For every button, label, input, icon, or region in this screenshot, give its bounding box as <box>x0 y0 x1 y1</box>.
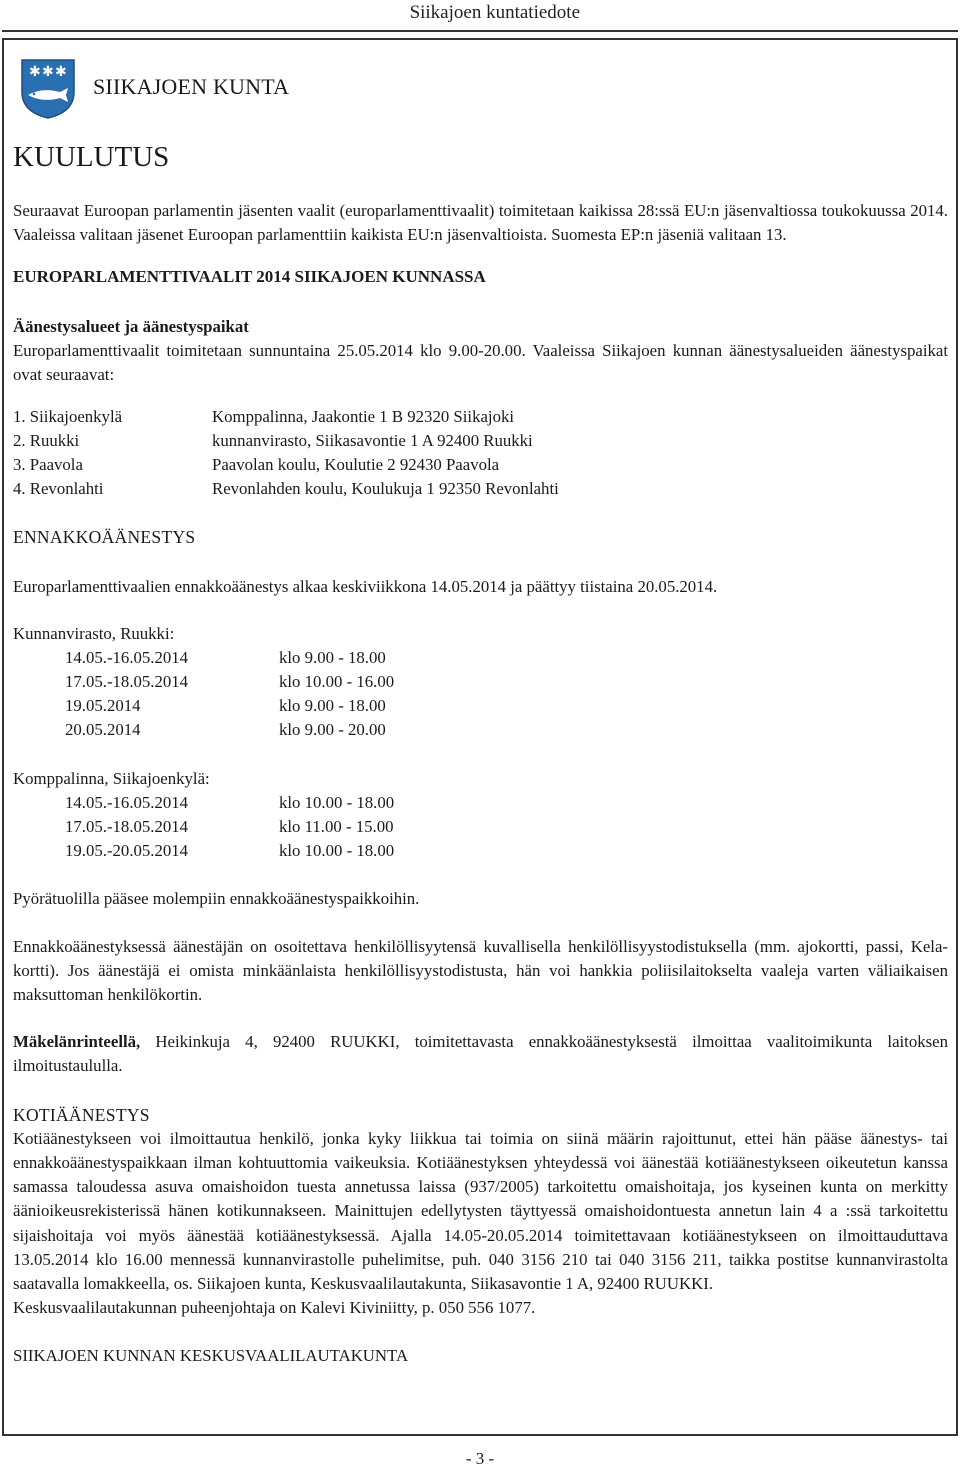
identification-paragraph: Ennakkoäänestyksessä äänestäjän on osoitettava henkilöllisyytensä kuvallisella henkilöllisyystodistuksella (mm. ajokortti, passi, Kela-kortti). Jos äänestäjä ei omista minkäänlaista henkilöllisyystodistusta, hän voi hankkia poliisilaitokselta vaaleja varten väliaikaisen maksuttoman henkilökortin. <box>13 936 948 1004</box>
list-item <box>13 477 948 501</box>
makelanrinne-paragraph <box>13 1030 948 1078</box>
office2-schedule <box>13 791 948 864</box>
schedule-time: klo 10.00 - 18.00 <box>279 792 395 812</box>
office2-label: Komppalinna, Siikajoenkylä: <box>13 768 210 788</box>
station-area: 2. Ruukki <box>13 431 80 451</box>
header-rule <box>2 30 958 32</box>
makelanrinne-text: Heikinkuja 4, 92400 RUUKKI, toimitettavasta ennakkoäänestyksestä ilmoittaa vaalitoimikunta laitoksen ilmoitustaululla. <box>13 1032 948 1076</box>
coat-of-arms-logo <box>20 58 76 120</box>
table-row <box>13 839 948 863</box>
table-row <box>13 646 948 670</box>
home-voting-paragraph: Kotiäänestykseen voi ilmoittautua henkilö, jonka kyky liikkua tai toimia on siinä määrin rajoittunut, ettei hän pääse äänestys- tai ennakkoäänestyspaikkaan ilman kohtuuttomia vaikeuksia. Kotiäänestyksen yhteydessä voi äänestää kotiäänestykseen oikeutetun kanssa samassa taloudessa asuva omaishoidon tuesta annetussa laissa (937/2005) tarkoitettu omaishoitaja, jos kyseinen kunta on merkitty äänioikeusrekisterissä hänen kotikunnakseen. Mainittujen edellytysten täyttyessä omaishoidontuesta annetun lain 4 a :ssä tarkoitettu sijaishoitaja voi myös äänestää kotiäänestyksessä. Ajalla 14.05-20.05.2014 toimitettavaan kotiäänestykseen on ilmoittauduttava 13.05.2014 klo 16.00 mennessä kunnanvirastolle puhelimitse, puh. 040 3156 210 tai 040 3156 211, taikka postitse kunnanvirastolta saatavalla lomakkeella, os. Siikajoen kunta, Keskusvaalilautakunta, Siikasavontie 1 A, 92400 RUUKKI. <box>13 1128 948 1293</box>
list-item <box>13 405 948 429</box>
schedule-date: 19.05.-20.05.2014 <box>65 841 189 861</box>
list-item <box>13 429 948 453</box>
svg-text:✱: ✱ <box>29 64 41 80</box>
station-area: 4. Revonlahti <box>13 479 104 499</box>
table-row <box>13 694 948 718</box>
home-voting-heading: KOTIÄÄNESTYS <box>13 1104 150 1125</box>
section-heading: EUROPARLAMENTTIVAALIT 2014 SIIKAJOEN KUNNASSA <box>13 267 486 287</box>
table-row <box>13 815 948 839</box>
signature: SIIKAJOEN KUNNAN KESKUSVAALILAUTAKUNTA <box>13 1346 409 1366</box>
schedule-time: klo 10.00 - 16.00 <box>279 672 395 692</box>
polling-stations-list <box>13 405 948 501</box>
makelanrinne-label: Mäkelänrinteellä, <box>13 1032 141 1052</box>
advance-voting-paragraph: Europarlamenttivaalien ennakkoäänestys alkaa keskiviikkona 14.05.2014 ja päättyy tiistaina 20.05.2014. <box>13 577 718 597</box>
table-row <box>13 718 948 742</box>
page-number: - 3 - <box>465 1449 495 1468</box>
chairman-paragraph: Keskusvaalilautakunnan puheenjohtaja on Kalevi Kiviniitty, p. 050 556 1077. <box>13 1298 536 1318</box>
office1-label: Kunnanvirasto, Ruukki: <box>13 623 175 643</box>
schedule-date: 14.05.-16.05.2014 <box>65 647 189 667</box>
schedule-time: klo 9.00 - 18.00 <box>279 696 386 716</box>
schedule-date: 14.05.-16.05.2014 <box>65 792 189 812</box>
station-place: Komppalinna, Jaakontie 1 B 92320 Siikajoki <box>212 407 515 427</box>
station-area: 3. Paavola <box>13 455 83 475</box>
announcement-body <box>13 140 948 1369</box>
schedule-date: 17.05.-18.05.2014 <box>65 672 189 692</box>
list-item <box>13 453 948 477</box>
schedule-date: 19.05.2014 <box>65 696 141 716</box>
advance-voting-heading: ENNAKKOÄÄNESTYS <box>13 527 196 548</box>
schedule-time: klo 10.00 - 18.00 <box>279 841 395 861</box>
schedule-date: 20.05.2014 <box>65 720 141 740</box>
table-row <box>13 791 948 815</box>
schedule-time: klo 11.00 - 15.00 <box>279 816 394 836</box>
municipality-name: SIIKAJOEN KUNTA <box>93 74 290 99</box>
intro-paragraph: Seuraavat Euroopan parlamentin jäsenten vaalit (europarlamenttivaalit) toimitetaan kaikissa 28:ssä EU:n jäsenvaltiossa toukokuussa 2014. Vaaleissa valitaan jäsenet Euroopan parlamenttiin kaikista EU:n jäsenvaltioista. Suomesta EP:n jäseniä valitaan 13. <box>13 201 948 245</box>
station-place: kunnanvirasto, Siikasavontie 1 A 92400 Ruukki <box>212 431 533 451</box>
running-head: Siikajoen kuntatiedote <box>409 2 580 23</box>
svg-text:✱: ✱ <box>42 64 54 80</box>
office1-schedule <box>13 646 948 743</box>
page-title: KUULUTUS <box>13 141 170 173</box>
wheelchair-paragraph: Pyörätuolilla pääsee molempiin ennakkoäänestyspaikkoihin. <box>13 889 420 909</box>
schedule-time: klo 9.00 - 20.00 <box>279 720 386 740</box>
areas-heading: Äänestysalueet ja äänestyspaikat <box>13 316 249 336</box>
areas-paragraph: Europarlamenttivaalit toimitetaan sunnuntaina 25.05.2014 klo 9.00-20.00. Vaaleissa Siikajoen kunnan äänestysalueiden äänestyspaikat ovat seuraavat: <box>13 340 948 385</box>
schedule-time: klo 9.00 - 18.00 <box>279 647 386 667</box>
table-row <box>13 670 948 694</box>
station-place: Revonlahden koulu, Koulukuja 1 92350 Revonlahti <box>212 479 559 499</box>
schedule-date: 17.05.-18.05.2014 <box>65 816 189 836</box>
station-area: 1. Siikajoenkylä <box>13 407 123 427</box>
svg-text:✱: ✱ <box>55 64 67 80</box>
station-place: Paavolan koulu, Koulutie 2 92430 Paavola <box>212 455 500 475</box>
